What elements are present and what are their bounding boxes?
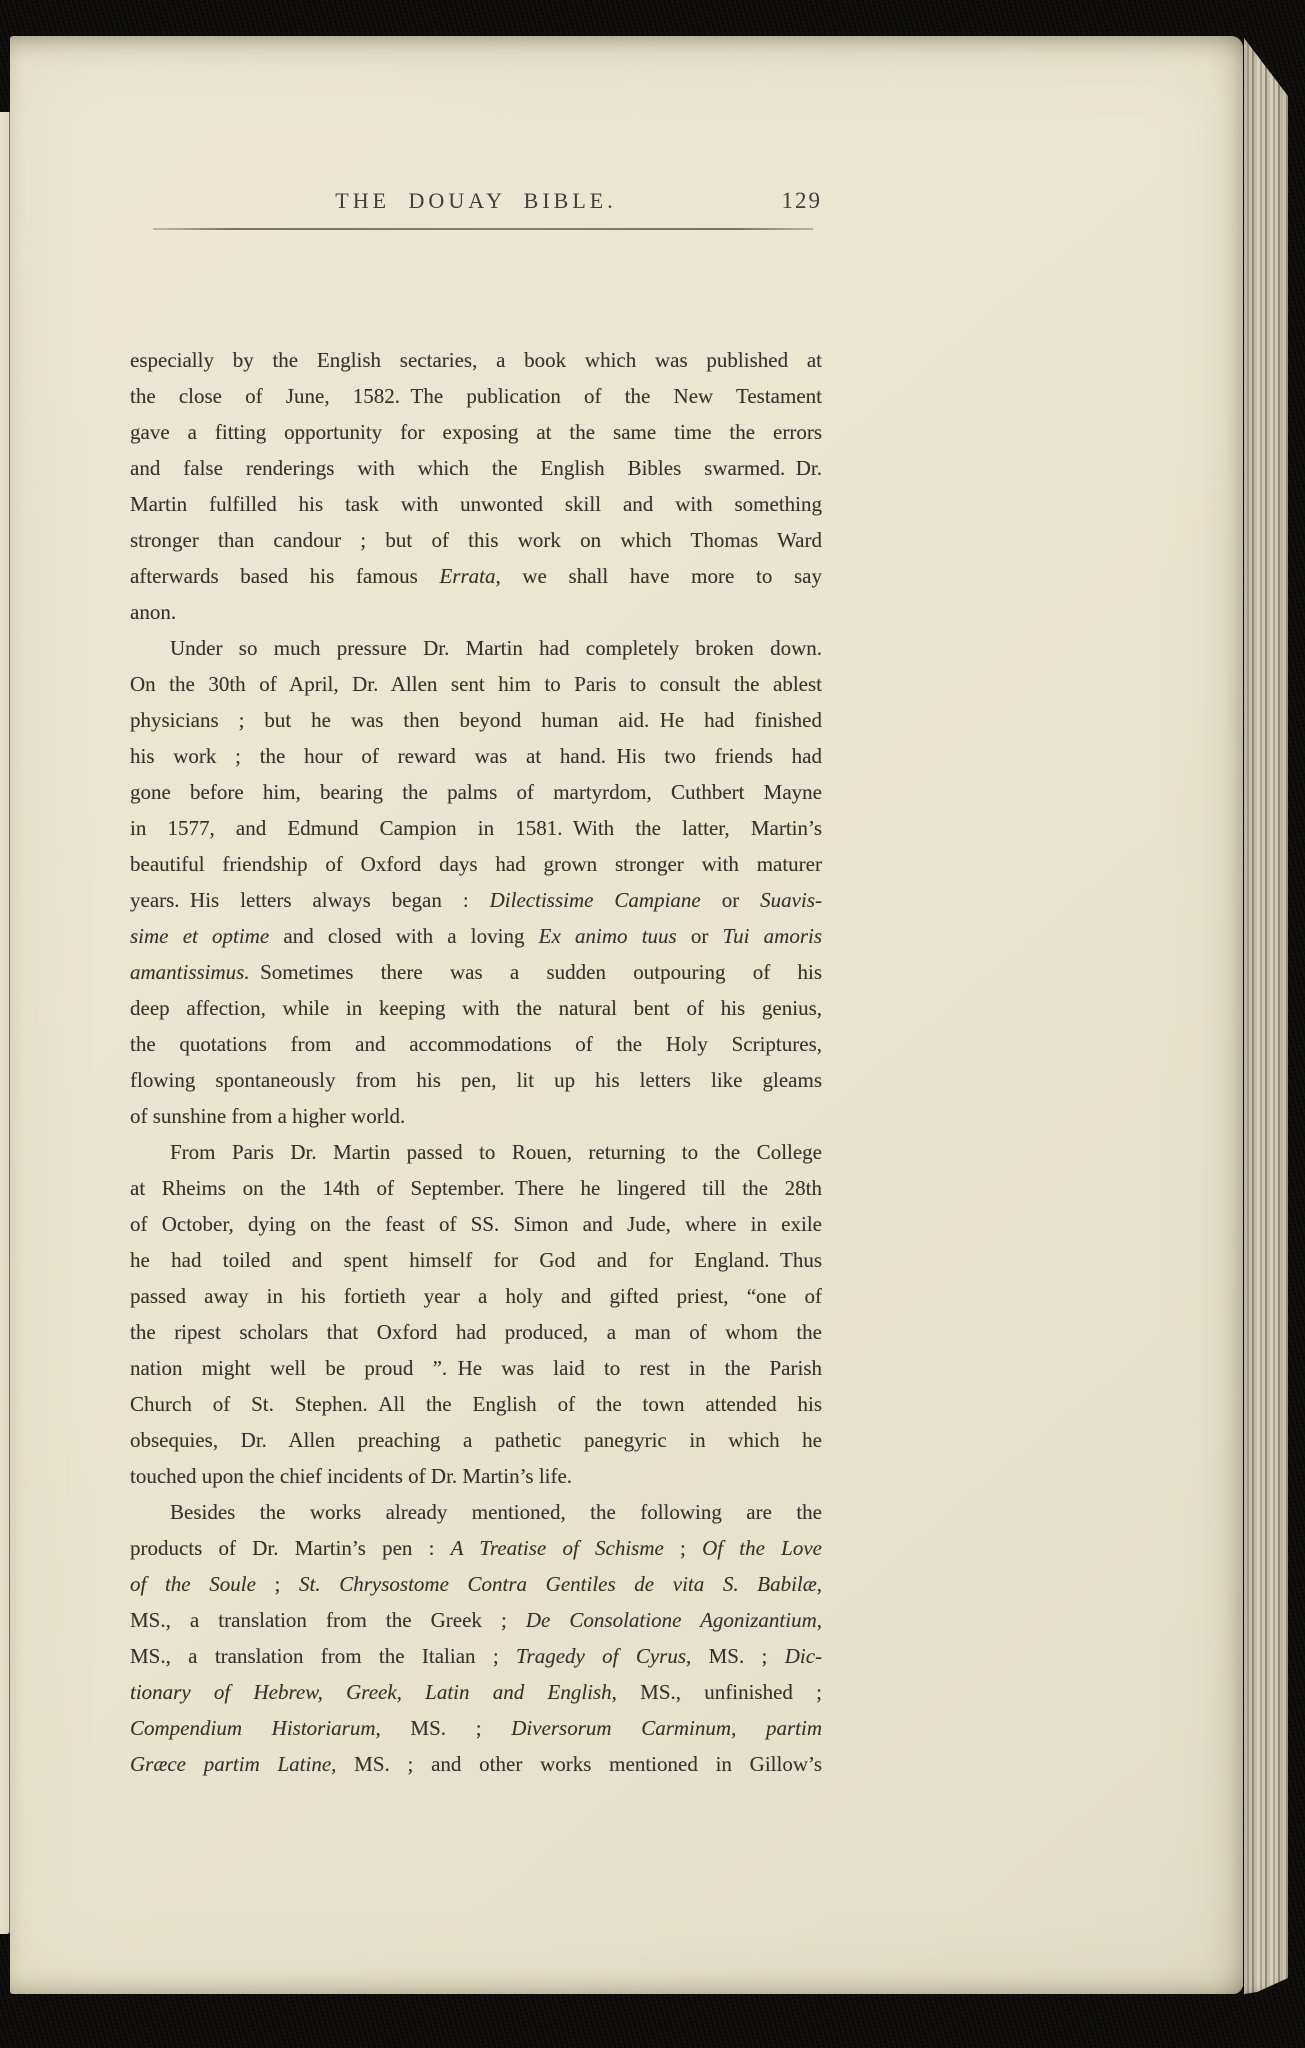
text-line — [130, 1602, 822, 1638]
text-line — [130, 450, 822, 486]
italic-text-segment: Tragedy of Cyrus — [516, 1644, 687, 1668]
text-line — [130, 810, 822, 846]
text-segment: especially by the English sectaries, a book which was published at — [130, 348, 822, 372]
text-segment: Under so much pressure Dr. Martin had completely broken down. — [170, 636, 822, 660]
text-line — [130, 378, 822, 414]
page-number: 129 — [781, 188, 822, 213]
italic-text-segment: De Consolatione Agonizantium — [525, 1608, 817, 1632]
text-line — [130, 1638, 822, 1674]
text-line — [130, 1134, 822, 1170]
text-segment: Church of St. Stephen. All the English of the town attended his — [130, 1392, 822, 1416]
text-segment: he had toiled and spent himself for God and for England. Thus — [130, 1248, 822, 1272]
text-segment: Sometimes there was a sudden outpouring of his — [249, 960, 822, 984]
text-segment: his work ; the hour of reward was at hand. His two friends had — [130, 744, 822, 768]
text-segment: or — [676, 924, 723, 948]
text-segment: physicians ; but he was then beyond human aid. He had finished — [130, 708, 822, 732]
text-line — [130, 1746, 822, 1782]
text-segment: gave a fitting opportunity for exposing at the same time the errors — [130, 420, 822, 444]
text-segment: ; — [255, 1572, 300, 1596]
text-line — [130, 1674, 822, 1710]
text-segment: , MS., unfinished ; — [611, 1680, 822, 1704]
book-fore-edge — [1244, 38, 1288, 1994]
italic-text-segment: Dic- — [784, 1644, 822, 1668]
text-segment: nation might well be proud ”. He was laid to rest in the Parish — [130, 1356, 822, 1380]
italic-text-segment: Diversorum Carminum — [511, 1716, 732, 1740]
italic-text-segment: Ex animo tuus — [538, 924, 677, 948]
text-line — [130, 882, 822, 918]
text-segment: , — [816, 1572, 822, 1596]
italic-text-segment: tionary of Hebrew, Greek, Latin and English — [130, 1680, 612, 1704]
text-line — [130, 1422, 822, 1458]
text-segment: flowing spontaneously from his pen, lit up his letters like gleams — [130, 1068, 822, 1092]
text-line — [130, 1458, 822, 1494]
italic-text-segment: Suavis- — [760, 888, 822, 912]
text-segment: the quotations from and accommodations of the Holy Scriptures, — [130, 1032, 822, 1056]
text-segment: the ripest scholars that Oxford had produced, a man of whom the — [130, 1320, 822, 1344]
text-line — [130, 1530, 822, 1566]
text-line — [130, 1710, 822, 1746]
text-line — [130, 990, 822, 1026]
text-segment: , MS. ; — [686, 1644, 785, 1668]
text-line — [130, 846, 822, 882]
text-segment: products of Dr. Martin’s pen : — [130, 1536, 451, 1560]
text-line — [130, 1062, 822, 1098]
text-segment: anon. — [130, 600, 177, 624]
italic-text-segment: sime et optime — [130, 924, 270, 948]
text-segment: touched upon the chief incidents of Dr. Martin’s life. — [130, 1464, 573, 1488]
italic-text-segment: Græce partim Latine — [130, 1752, 332, 1776]
text-line — [130, 486, 822, 522]
text-segment: afterwards based his famous — [130, 564, 440, 588]
text-segment: in 1577, and Edmund Campion in 1581. With the latter, Martin’s — [130, 816, 822, 840]
text-line — [130, 774, 822, 810]
text-segment: obsequies, Dr. Allen preaching a pathetic panegyric in which he — [130, 1428, 822, 1452]
text-segment: , — [731, 1716, 766, 1740]
text-segment: ; — [663, 1536, 703, 1560]
book-page — [10, 36, 1243, 1994]
text-block — [130, 342, 822, 1782]
text-segment: Besides the works already mentioned, the following are the — [170, 1500, 822, 1524]
text-segment: of sunshine from a higher world. — [130, 1104, 406, 1128]
text-line — [130, 558, 822, 594]
text-segment: , we shall have more to say — [495, 564, 822, 588]
italic-text-segment: Dilectissime Campiane — [489, 888, 701, 912]
text-segment: , MS. ; — [375, 1716, 512, 1740]
text-line — [130, 1278, 822, 1314]
italic-text-segment: Errata — [439, 564, 496, 588]
text-line — [130, 738, 822, 774]
text-line — [130, 1242, 822, 1278]
text-line — [130, 918, 822, 954]
text-segment: stronger than candour ; but of this work on which Thomas Ward — [130, 528, 822, 552]
italic-text-segment: Of the Love — [702, 1536, 822, 1560]
text-line — [130, 1386, 822, 1422]
text-line — [130, 414, 822, 450]
text-line — [130, 954, 822, 990]
text-line — [130, 666, 822, 702]
text-segment: or — [700, 888, 761, 912]
text-segment: , MS. ; and other works mentioned in Gillow’s — [331, 1752, 822, 1776]
text-line — [130, 342, 822, 378]
text-line — [130, 522, 822, 558]
text-line — [130, 1350, 822, 1386]
text-line — [130, 1566, 822, 1602]
italic-text-segment: of the Soule — [130, 1572, 256, 1596]
text-line — [130, 1098, 822, 1134]
text-segment: deep affection, while in keeping with the natural bent of his genius, — [130, 996, 822, 1020]
text-segment: and false renderings with which the English Bibles swarmed. Dr. — [130, 456, 822, 480]
text-line — [130, 1170, 822, 1206]
italic-text-segment: A Treatise of Schisme — [450, 1536, 664, 1560]
text-segment: beautiful friendship of Oxford days had grown stronger with maturer — [130, 852, 822, 876]
italic-text-segment: amantissimus. — [130, 960, 250, 984]
text-segment: MS., a translation from the Italian ; — [130, 1644, 517, 1668]
header-rule — [153, 228, 813, 230]
text-segment: and closed with a loving — [269, 924, 539, 948]
running-header — [130, 188, 822, 222]
text-line — [130, 1314, 822, 1350]
italic-text-segment: Tui amoris — [722, 924, 822, 948]
text-line — [130, 1206, 822, 1242]
text-segment: gone before him, bearing the palms of martyrdom, Cuthbert Mayne — [130, 780, 822, 804]
running-header-title: THE DOUAY BIBLE. — [335, 188, 617, 213]
text-segment: Martin fulfilled his task with unwonted skill and with something — [130, 492, 822, 516]
text-line — [130, 630, 822, 666]
text-line — [130, 1026, 822, 1062]
italic-text-segment: partim — [765, 1716, 822, 1740]
text-segment: MS., a translation from the Greek ; — [130, 1608, 526, 1632]
text-line — [130, 702, 822, 738]
italic-text-segment: St. Chrysostome Contra Gentiles de vita S. Babilæ — [299, 1572, 817, 1596]
text-segment: From Paris Dr. Martin passed to Rouen, returning to the College — [170, 1140, 822, 1164]
text-segment: passed away in his fortieth year a holy and gifted priest, “one of — [130, 1284, 822, 1308]
italic-text-segment: Compendium Historiarum — [130, 1716, 376, 1740]
text-segment: at Rheims on the 14th of September. There he lingered till the 28th — [130, 1176, 822, 1200]
text-line — [130, 1494, 822, 1530]
text-segment: the close of June, 1582. The publication of the New Testament — [130, 384, 822, 408]
text-segment: On the 30th of April, Dr. Allen sent him to Paris to consult the ablest — [130, 672, 822, 696]
text-segment: years. His letters always began : — [130, 888, 490, 912]
text-segment: , — [816, 1608, 822, 1632]
text-line — [130, 594, 822, 630]
text-segment: of October, dying on the feast of SS. Simon and Jude, where in exile — [130, 1212, 822, 1236]
